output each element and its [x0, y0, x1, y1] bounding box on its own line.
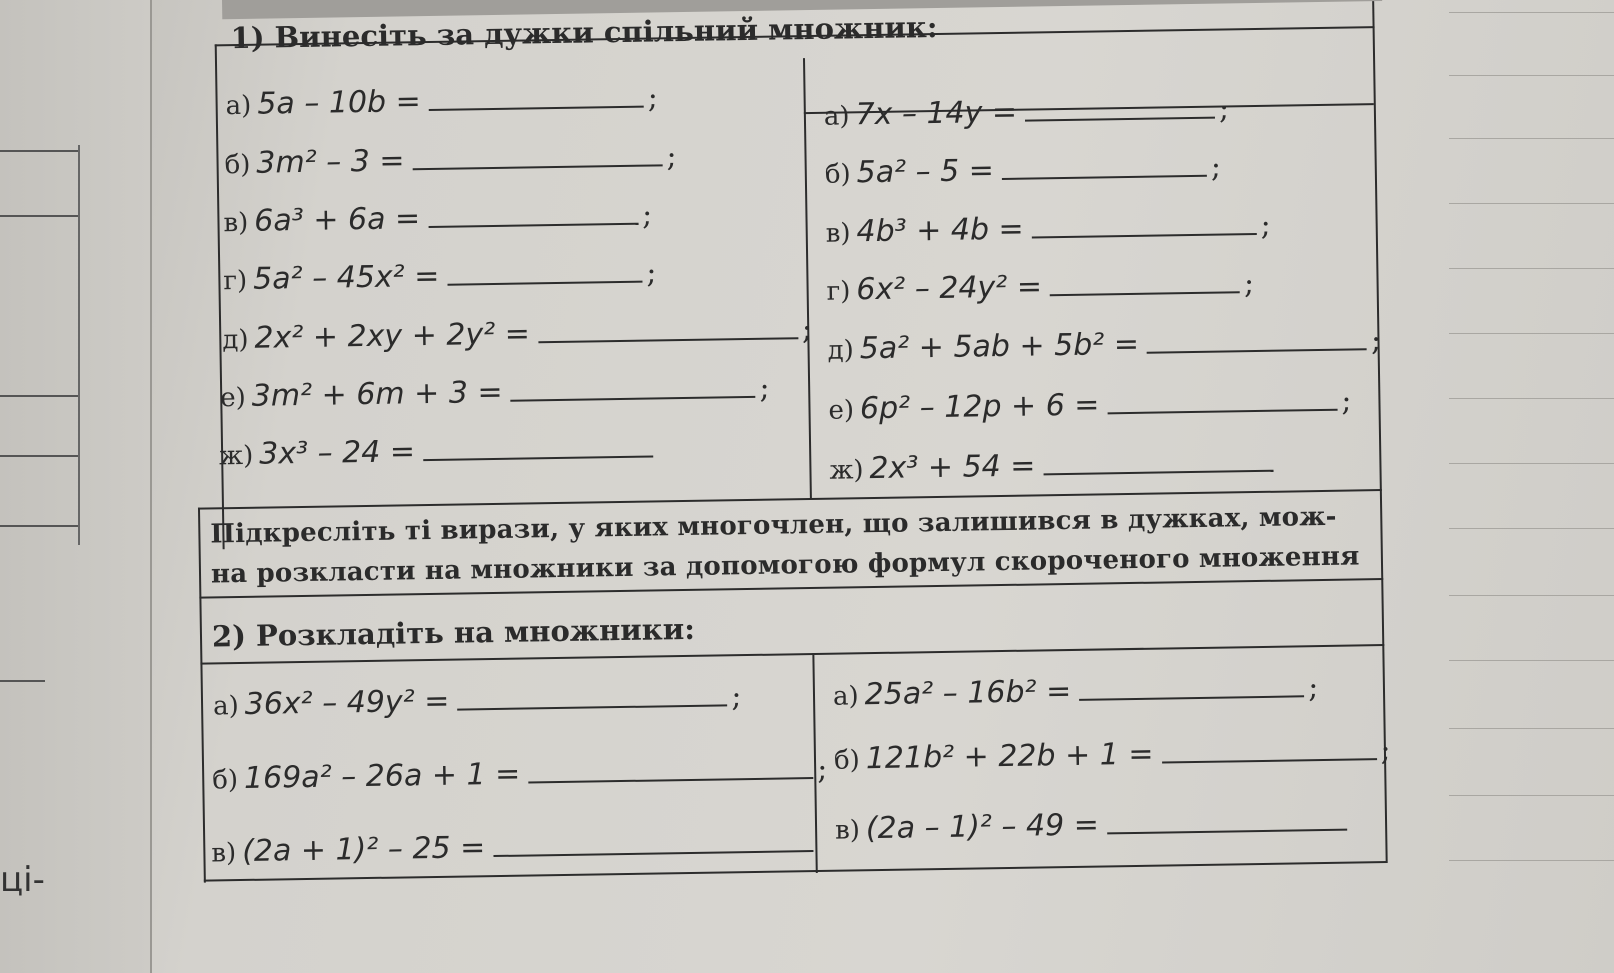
answer-blank[interactable] — [1050, 267, 1240, 296]
answer-blank[interactable] — [1025, 93, 1215, 122]
item-expression: 3m² – 3 = — [256, 143, 405, 181]
item-label: б) — [212, 765, 239, 796]
answer-blank[interactable] — [510, 372, 755, 402]
right-ruled-line — [1449, 795, 1614, 796]
item-separator: ; — [1370, 323, 1382, 359]
right-ruled-line — [1449, 138, 1614, 139]
task1-left-item-f — [220, 371, 770, 415]
right-ruled-line — [1449, 528, 1614, 529]
item-expression: 5a – 10b = — [257, 84, 421, 122]
answer-blank[interactable] — [1031, 209, 1256, 239]
item-separator: ; — [759, 370, 770, 406]
task2-left-item-b — [212, 752, 828, 797]
task1-left-item-c — [223, 197, 652, 239]
note-line-2: на розкласти на множники за допомогою формул скороченого множення — [210, 541, 1360, 590]
item-separator: ; — [1307, 670, 1319, 706]
previous-page-edge — [0, 0, 150, 973]
left-page-rule — [0, 455, 78, 457]
right-ruled-line — [1449, 75, 1614, 76]
task1-right-item-b — [825, 150, 1222, 191]
item-expression: 121b² + 22b + 1 = — [865, 736, 1154, 777]
item-expression: 4b³ + 4b = — [856, 211, 1024, 250]
task1-left-item-b — [224, 139, 677, 181]
item-label: д) — [222, 324, 249, 356]
item-expression: 36x² – 49y² = — [244, 683, 450, 722]
task2-right-item-c — [835, 804, 1351, 847]
worksheet — [172, 0, 1398, 905]
item-label: г) — [223, 265, 248, 297]
answer-blank[interactable] — [447, 257, 642, 286]
item-expression: 3x³ – 24 = — [258, 434, 416, 472]
item-label: в) — [825, 218, 851, 249]
task2-left-item-a — [213, 679, 742, 722]
left-page-rule — [0, 215, 78, 217]
item-expression: 5a² – 45x² = — [252, 258, 440, 297]
left-page-rule — [0, 525, 78, 527]
task1-right-item-g — [829, 445, 1277, 487]
item-label: ж) — [218, 440, 254, 472]
task1-right-item-c — [825, 208, 1271, 250]
task1-right-item-f — [828, 384, 1352, 427]
item-separator: ; — [646, 255, 657, 291]
left-page-text-fragment: ці- — [0, 860, 45, 900]
item-separator: ; — [641, 197, 653, 233]
item-expression: 169a² – 26a + 1 = — [243, 756, 521, 796]
item-label: б) — [833, 745, 861, 776]
answer-blank[interactable] — [428, 199, 638, 228]
answer-blank[interactable] — [528, 753, 813, 783]
item-label: а) — [225, 90, 252, 122]
item-label: а) — [832, 681, 859, 712]
right-ruled-line — [1449, 398, 1614, 399]
task1-right-item-e — [827, 323, 1381, 367]
answer-blank[interactable] — [1147, 324, 1367, 353]
answer-blank[interactable] — [1079, 671, 1304, 701]
right-ruled-line — [1449, 660, 1614, 661]
right-ruled-line — [1449, 12, 1614, 13]
item-separator: ; — [1243, 266, 1255, 302]
answer-blank[interactable] — [493, 826, 813, 857]
task1-left-item-a — [225, 80, 658, 122]
right-ruled-line — [1449, 860, 1614, 861]
right-ruled-line — [1449, 333, 1614, 334]
item-label: е) — [828, 395, 855, 426]
item-separator: ; — [1260, 207, 1272, 243]
item-label: в) — [834, 815, 861, 846]
item-expression: 2x³ + 54 = — [869, 448, 1036, 487]
item-expression: 5a² + 5ab + 5b² = — [859, 326, 1140, 367]
task1-left-item-e — [222, 312, 812, 356]
left-page-rule — [0, 680, 45, 682]
item-label: б) — [824, 159, 851, 190]
left-page-rule — [0, 395, 78, 397]
item-separator: ; — [647, 80, 659, 116]
task1-left-item-d — [223, 255, 657, 297]
item-expression: 6x² – 24y² = — [856, 269, 1043, 308]
right-ruled-line — [1449, 203, 1614, 204]
task1-heading: 1) Винесіть за дужки спільний множник: — [230, 9, 938, 56]
left-page-rule — [0, 150, 78, 152]
item-label: б) — [224, 149, 251, 181]
answer-blank[interactable] — [1107, 385, 1337, 415]
answer-blank[interactable] — [412, 140, 662, 170]
item-separator: ; — [1380, 732, 1391, 769]
item-label: д) — [827, 335, 854, 366]
answer-blank[interactable] — [1107, 805, 1347, 835]
answer-blank[interactable] — [1161, 734, 1376, 763]
answer-blank[interactable] — [428, 82, 643, 111]
answer-blank[interactable] — [1043, 446, 1273, 476]
task2-right-item-a — [833, 670, 1319, 713]
task1-left-item-g — [219, 430, 657, 472]
item-label: в) — [223, 207, 249, 239]
item-label: а) — [823, 101, 850, 132]
answer-blank[interactable] — [538, 313, 798, 343]
item-separator: ; — [801, 311, 813, 348]
left-page-border — [78, 145, 80, 545]
task2-left-item-c — [211, 825, 817, 870]
task1-column-divider — [803, 58, 812, 498]
item-label: а) — [212, 691, 239, 722]
item-expression: (2a – 1)² – 49 = — [865, 807, 1100, 847]
task2-right-item-b — [834, 733, 1391, 777]
right-ruled-line — [1449, 463, 1614, 464]
item-separator: ; — [1218, 91, 1230, 127]
item-separator: ; — [1341, 383, 1352, 419]
item-separator: ; — [666, 139, 677, 175]
item-expression: (2a + 1)² – 25 = — [241, 830, 486, 870]
item-expression: 3m² + 6m + 3 = — [251, 374, 503, 414]
item-separator: ; — [1210, 149, 1222, 185]
item-expression: 7x – 14y = — [855, 94, 1018, 133]
item-expression: 2x² + 2xy + 2y² = — [254, 316, 531, 356]
answer-blank[interactable] — [423, 432, 653, 462]
item-label: е) — [220, 382, 247, 414]
item-expression: 25a² – 16b² = — [864, 673, 1072, 713]
task1-right-item-d — [826, 266, 1254, 308]
item-expression: 6a³ + 6a = — [253, 201, 421, 239]
page-margin-line — [150, 0, 152, 973]
right-ruled-line — [1449, 595, 1614, 596]
item-label: ж) — [829, 455, 864, 486]
right-ruled-line — [1449, 268, 1614, 269]
answer-blank[interactable] — [1002, 151, 1207, 180]
item-separator: ; — [816, 751, 828, 787]
note-line-1: Підкресліть ті вирази, у яких многочлен, що залишився в дужках, мож- — [210, 501, 1337, 550]
item-expression: 6p² – 12p + 6 = — [859, 387, 1100, 427]
item-label: в) — [211, 838, 237, 869]
table-border-left-lower — [198, 508, 206, 883]
task1-right-item-a — [824, 91, 1230, 132]
item-separator: ; — [731, 679, 742, 715]
right-ruled-line — [1449, 728, 1614, 729]
answer-blank[interactable] — [457, 680, 727, 710]
item-expression: 5a² – 5 = — [856, 153, 995, 191]
item-label: г) — [826, 276, 851, 307]
task2-heading: 2) Розкладіть на множники: — [211, 611, 696, 654]
